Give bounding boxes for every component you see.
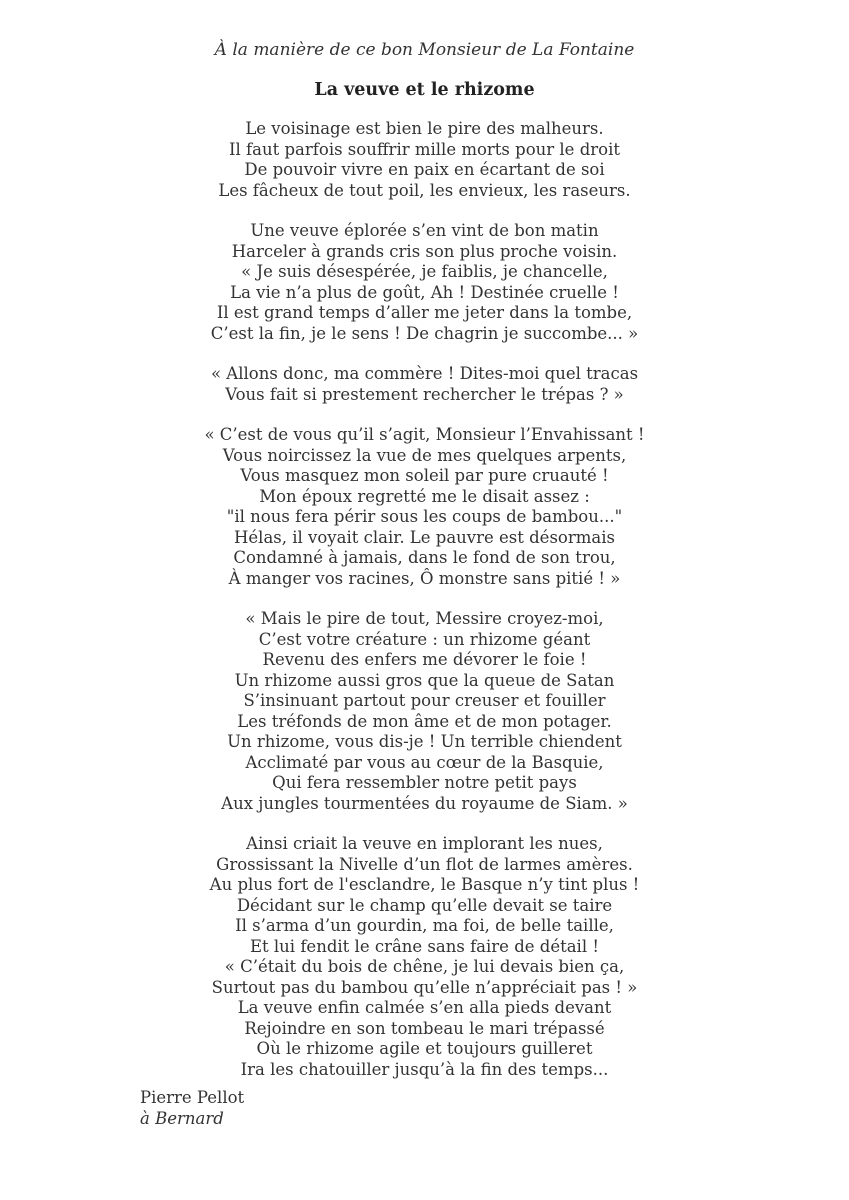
poem-line: « Je suis désespérée, je faiblis, je chancelle,: [241, 262, 608, 281]
poem-line: Harceler à grands cris son plus proche voisin.: [231, 241, 618, 261]
stanza: [0, 119, 849, 201]
poem-line: Ira les chatouiller jusqu’à la fin des temps...: [240, 1059, 609, 1079]
poem-line: Il est grand temps d’aller me jeter dans la tombe,: [216, 303, 633, 322]
poem-line: Mon époux regretté me le disait assez :: [259, 486, 590, 506]
poem-line: « Allons donc, ma commère ! Dites-moi quel tracas: [210, 364, 639, 383]
poem-line: Il s’arma d’un gourdin, ma foi, de belle taille,: [235, 916, 614, 935]
author-name: Pierre Pellot: [140, 1088, 245, 1107]
poem-line: Aux jungles tourmentées du royaume de Siam. »: [221, 793, 628, 813]
stanza: [0, 221, 849, 344]
poem-line: « Mais le pire de tout, Messire croyez-moi,: [245, 609, 604, 628]
poem-line: Surtout pas du bambou qu’elle n’appréciait pas ! »: [211, 977, 638, 997]
poem-line: Hélas, il voyait clair. Le pauvre est désormais: [234, 527, 615, 547]
stanza: [0, 364, 849, 405]
poem-line: Vous noircissez la vue de mes quelques arpents,: [222, 445, 627, 465]
poem-line: De pouvoir vivre en paix en écartant de soi: [244, 160, 605, 179]
poem-line: Où le rhizome agile et toujours guilleret: [256, 1039, 593, 1058]
poem-line: « C’est de vous qu’il s’agit, Monsieur l’Envahissant !: [204, 425, 645, 444]
stanza: [0, 609, 849, 814]
poem-line: Grossissant la Nivelle d’un flot de larmes amères.: [216, 854, 633, 874]
poem-line: Vous masquez mon soleil par pure cruauté !: [240, 466, 609, 485]
signature: [0, 1088, 849, 1129]
poem-line: Décidant sur le champ qu’elle devait se taire: [236, 895, 613, 915]
poem-line: C’est la fin, je le sens ! De chagrin je succombe... »: [210, 323, 639, 343]
poem-line: Et lui fendit le crâne sans faire de détail !: [249, 936, 599, 956]
poem-line: Un rhizome, vous dis-je ! Un terrible chiendent: [227, 732, 622, 751]
poem-line: Ainsi criait la veuve en implorant les nues,: [246, 834, 603, 853]
poem-line: Un rhizome aussi gros que la queue de Satan: [234, 670, 615, 690]
poem-line: Condamné à jamais, dans le fond de son trou,: [233, 548, 616, 567]
poem-line: Au plus fort de l'esclandre, le Basque n’y tint plus !: [209, 875, 640, 894]
poem-line: Les fâcheux de tout poil, les envieux, les raseurs.: [218, 180, 631, 200]
poem-line: Il faut parfois souffrir mille morts pour le droit: [229, 139, 620, 159]
poem-line: Une veuve éplorée s’en vint de bon matin: [250, 221, 599, 240]
stanza-list: [0, 119, 849, 1080]
epigraph: À la manière de ce bon Monsieur de La Fontaine: [214, 40, 635, 60]
poem-line: Acclimaté par vous au cœur de la Basquie,: [245, 752, 604, 772]
dedication: à Bernard: [140, 1108, 224, 1128]
poem-line: C’est votre créature : un rhizome géant: [258, 629, 591, 649]
poem-line: « C’était du bois de chêne, je lui devais bien ça,: [224, 957, 625, 976]
poem-line: La veuve enfin calmée s’en alla pieds devant: [237, 998, 612, 1017]
poem-line: Le voisinage est bien le pire des malheurs.: [245, 119, 604, 138]
poem-line: Vous fait si prestement rechercher le trépas ? »: [225, 384, 624, 404]
poem-line: À manger vos racines, Ô monstre sans pitié ! »: [228, 568, 621, 588]
poem-line: S’insinuant partout pour creuser et fouiller: [243, 691, 606, 710]
stanza: [0, 425, 849, 589]
poem-line: "il nous fera périr sous les coups de bambou...": [226, 507, 623, 526]
poem-line: Les tréfonds de mon âme et de mon potager.: [237, 711, 612, 731]
poem-line: Qui fera ressembler notre petit pays: [272, 773, 577, 792]
stanza: [0, 834, 849, 1080]
poem-title: La veuve et le rhizome: [314, 79, 535, 100]
poem-line: Rejoindre en son tombeau le mari trépassé: [244, 1018, 605, 1038]
poem-line: Revenu des enfers me dévorer le foie !: [262, 650, 587, 669]
poem-line: La vie n’a plus de goût, Ah ! Destinée cruelle !: [230, 282, 619, 302]
